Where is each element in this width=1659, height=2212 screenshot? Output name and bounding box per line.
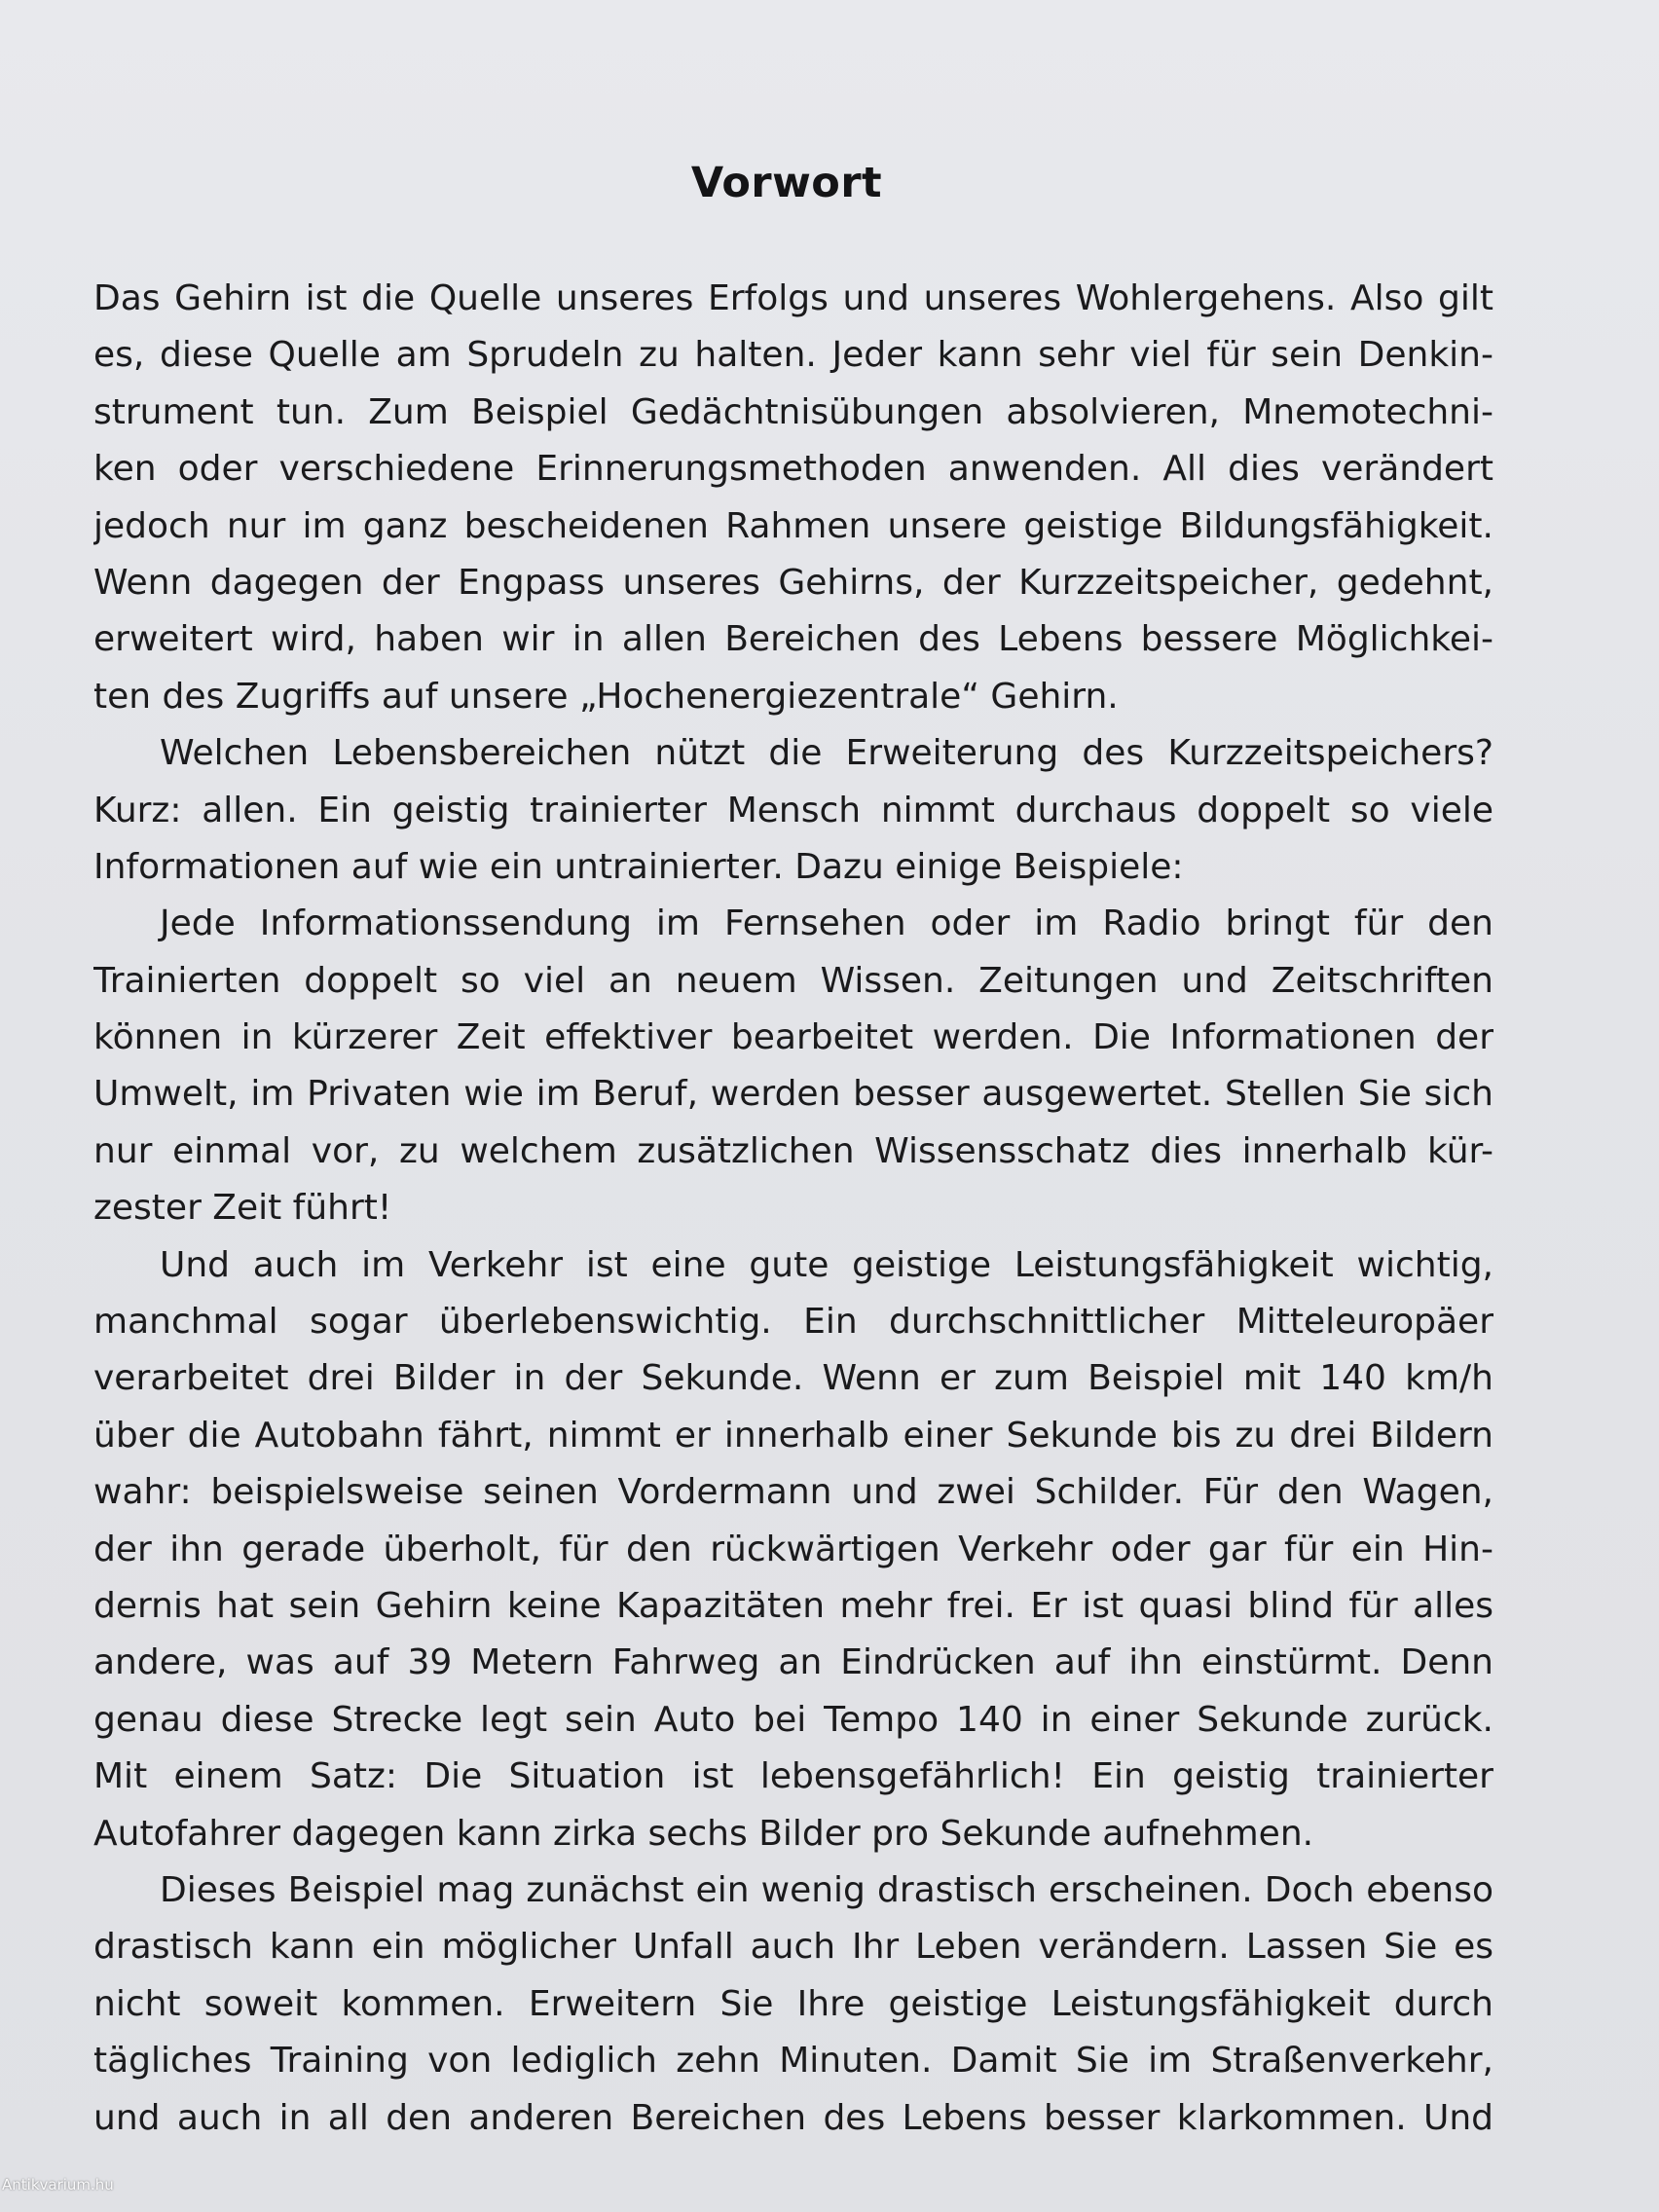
text-line: jedoch nur im ganz bescheidenen Rahmen unsere geistige Bildungsfähigkeit.	[93, 505, 1493, 546]
paragraph	[93, 725, 1493, 896]
paragraph	[93, 1862, 1493, 2147]
paragraph	[93, 896, 1493, 1236]
text-line: Informationen auf wie ein untrainierter. Dazu einige Beispiele:	[93, 846, 1184, 887]
text-line: ten des Zugriffs auf unsere „Hochenergiezentrale“ Gehirn.	[93, 676, 1119, 717]
text-line: drastisch kann ein möglicher Unfall auch Ihr Leben verändern. Lassen Sie es	[93, 1927, 1493, 1968]
text-line: wahr: beispielsweise seinen Vordermann und zwei Schilder. Für den Wagen,	[93, 1472, 1493, 1513]
text-line: erweitert wird, haben wir in allen Bereichen des Lebens bessere Möglichkei-	[93, 619, 1493, 660]
text-line: strument tun. Zum Beispiel Gedächtnisübungen absolvieren, Mnemotechni-	[93, 391, 1493, 432]
paragraph	[93, 1237, 1493, 1862]
text-line: Und auch im Verkehr ist eine gute geistige Leistungsfähigkeit wichtig,	[160, 1244, 1493, 1285]
text-line: andere, was auf 39 Metern Fahrweg an Eindrücken auf ihn einstürmt. Denn	[93, 1642, 1493, 1683]
text-line: Wenn dagegen der Engpass unseres Gehirns, der Kurzzeitspeicher, gedehnt,	[93, 562, 1493, 603]
text-line: zester Zeit führt!	[93, 1188, 392, 1229]
text-line: Trainierten doppelt so viel an neuem Wissen. Zeitungen und Zeitschriften	[93, 960, 1493, 1001]
text-line: Jede Informationssendung im Fernsehen oder im Radio bringt für den	[160, 903, 1493, 944]
text-line: es, diese Quelle am Sprudeln zu halten. Jeder kann sehr viel für sein Denkin-	[93, 335, 1493, 376]
text-line: nur einmal vor, zu welchem zusätzlichen Wissensschatz dies innerhalb kür-	[93, 1130, 1493, 1171]
text-line: Dieses Beispiel mag zunächst ein wenig drastisch erscheinen. Doch ebenso	[160, 1869, 1493, 1910]
text-line: der ihn gerade überholt, für den rückwärtigen Verkehr oder gar für ein Hin-	[93, 1529, 1493, 1569]
text-line: manchmal sogar überlebenswichtig. Ein durchschnittlicher Mitteleuropäer	[93, 1302, 1493, 1343]
body-text	[93, 271, 1493, 2147]
text-line: und auch in all den anderen Bereichen des Lebens besser klarkommen. Und	[93, 2097, 1493, 2138]
text-line: Mit einem Satz: Die Situation ist lebensgefährlich! Ein geistig trainierter	[93, 1756, 1493, 1797]
text-line: Autofahrer dagegen kann zirka sechs Bilder pro Sekunde aufnehmen.	[93, 1813, 1314, 1854]
text-line: ken oder verschiedene Erinnerungsmethoden anwenden. All dies verändert	[93, 449, 1493, 490]
text-line: verarbeitet drei Bilder in der Sekunde. Wenn er zum Beispiel mit 140 km/h	[93, 1358, 1493, 1399]
text-line: tägliches Training von lediglich zehn Minuten. Damit Sie im Straßenverkehr,	[93, 2041, 1493, 2082]
text-line: Welchen Lebensbereichen nützt die Erweiterung des Kurzzeitspeichers?	[160, 733, 1493, 774]
text-line: Umwelt, im Privaten wie im Beruf, werden besser ausgewertet. Stellen Sie sich	[93, 1074, 1493, 1115]
watermark: Antikvarium.hu	[2, 2176, 114, 2194]
text-line: über die Autobahn fährt, nimmt er innerhalb einer Sekunde bis zu drei Bildern	[93, 1415, 1493, 1456]
text-line: Kurz: allen. Ein geistig trainierter Mensch nimmt durchaus doppelt so viele	[93, 790, 1493, 830]
text-line: dernis hat sein Gehirn keine Kapazitäten mehr frei. Er ist quasi blind für alles	[93, 1585, 1493, 1626]
text-line: genau diese Strecke legt sein Auto bei Tempo 140 in einer Sekunde zurück.	[93, 1699, 1493, 1740]
text-line: Das Gehirn ist die Quelle unseres Erfolgs und unseres Wohlergehens. Also gilt	[93, 278, 1493, 318]
paragraph	[93, 271, 1493, 725]
text-line: nicht soweit kommen. Erweitern Sie Ihre geistige Leistungsfähigkeit durch	[93, 1983, 1493, 2024]
text-line: können in kürzerer Zeit effektiver bearbeitet werden. Die Informationen der	[93, 1017, 1493, 1058]
page-title: Vorwort	[690, 159, 883, 207]
